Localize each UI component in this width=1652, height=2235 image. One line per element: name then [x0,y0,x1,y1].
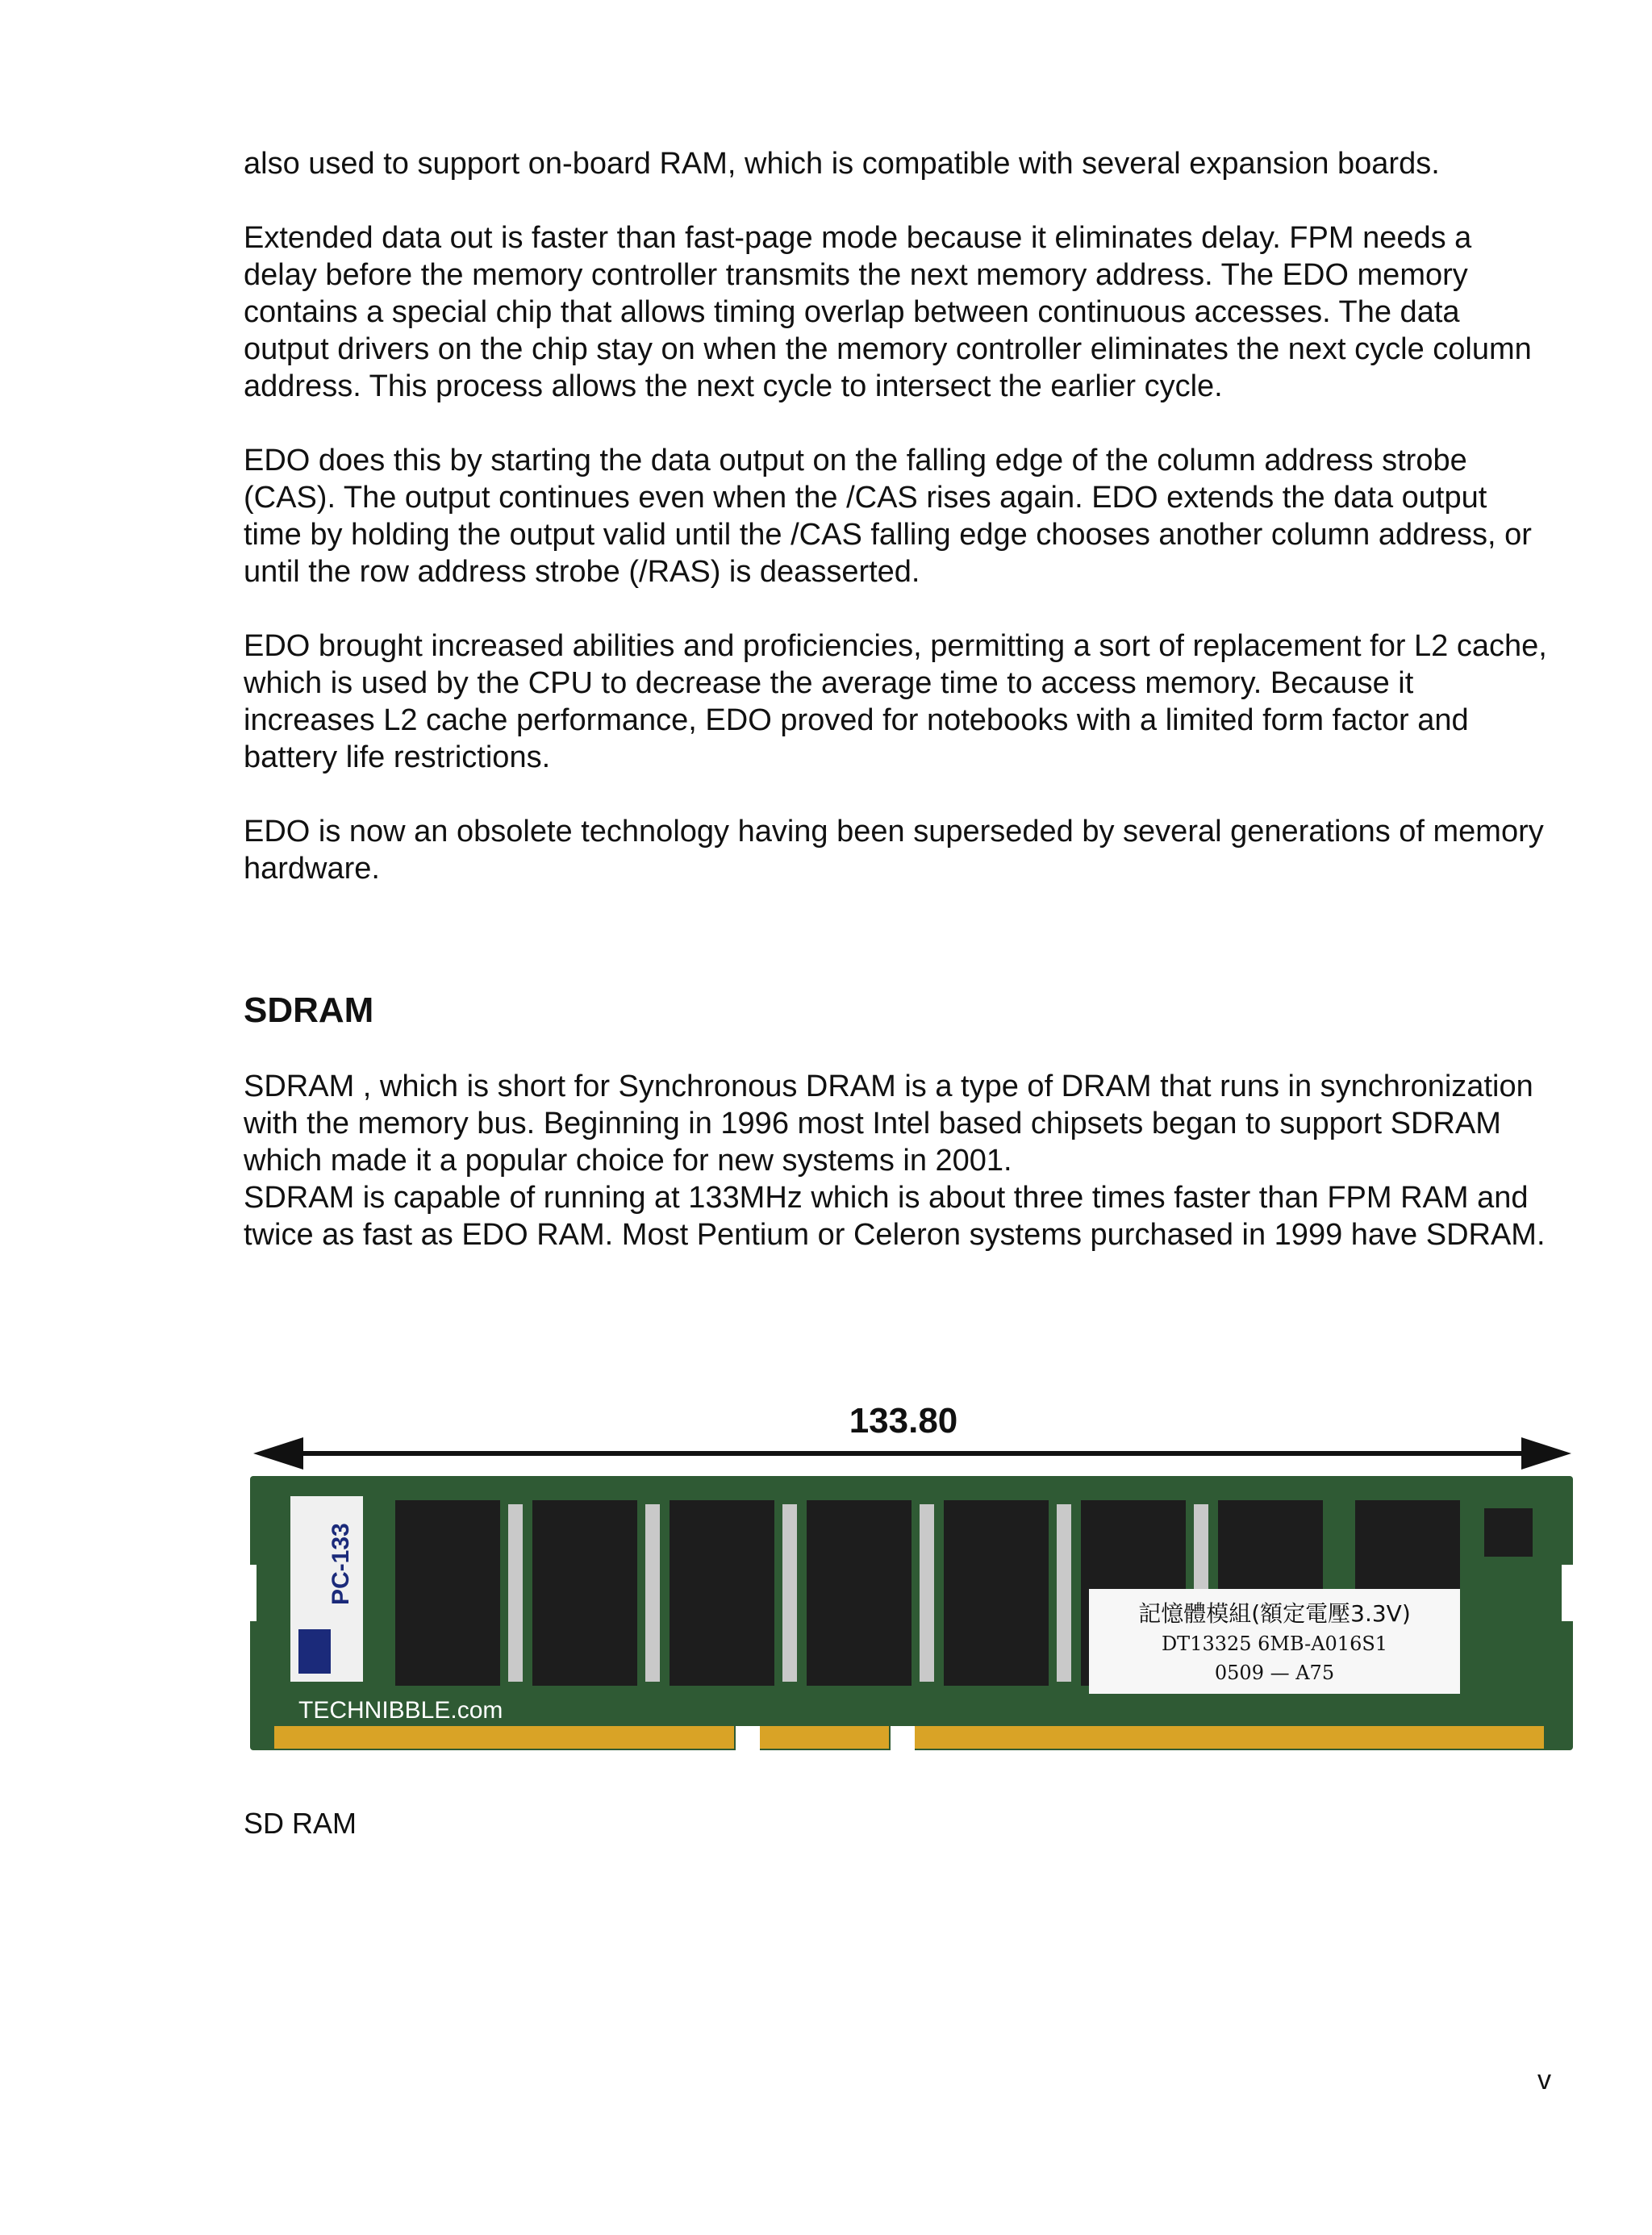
pc133-text: PC-133 [327,1523,354,1605]
paragraph-edo-cas: EDO does this by starting the data output on the falling edge of the column address strobe (CAS). The output continues even when the /CAS rises again. EDO extends the data output time by holding the output valid until the /CAS falling edge chooses another column address, or until the row address strobe (/RAS) is deasserted. [244,444,1532,589]
sticker-line-2: DT13325 6MB-A016S1 [1161,1632,1388,1655]
gold-contacts-left [274,1726,734,1749]
section-heading-sdram: SDRAM [244,990,374,1030]
gold-contacts-right [915,1726,1544,1749]
sticker-line-1: 記憶體模組(額定電壓3.3V) [1138,1600,1411,1627]
body-text-top [244,145,1550,887]
paragraph-sdram-speed: SDRAM is capable of running at 133MHz which is about three times faster than FPM RAM and twice as fast as EDO RAM. Most Pentium or Celeron systems purchased in 1999 have SDRAM. [244,1181,1546,1252]
sdram-module-illustration [242,1387,1581,1774]
paragraph-sdram-intro: SDRAM , which is short for Synchronous DRAM is a type of DRAM that runs in synchronization with the memory bus. Beginning in 1996 most Intel based chipsets began to support SDRAM which made it a popular choice for new systems in 2001. [244,1070,1533,1178]
paragraph-edo-speed: Extended data out is faster than fast-page mode because it eliminates delay. FPM needs a delay before the memory controller transmits the next memory address. The EDO memory contains a special chip that allows timing overlap between continuous accesses. The data output drivers on the chip stay on when the memory controller eliminates the next cycle column address. This process allows the next cycle to intersect the earlier cycle. [244,221,1532,403]
paragraph-intro: also used to support on-board RAM, which is compatible with several expansion boards. [244,147,1440,181]
body-text-sdram [244,1068,1550,1253]
paragraph-edo-obsolete: EDO is now an obsolete technology having been superseded by several generations of memory hardware. [244,815,1544,886]
dimension-label: 133.80 [849,1401,958,1441]
dimension-arrow [253,1437,1571,1470]
paragraph-edo-cache: EDO brought increased abilities and proficiencies, permitting a sort of replacement for L2 cache, which is used by the CPU to decrease the average time to access memory. Because it increases L2 cache performance, EDO proved for notebooks with a limited form factor and battery life restrictions. [244,629,1547,774]
figure-caption: SD RAM [244,1807,357,1840]
watermark-text: TECHNIBBLE.com [298,1697,503,1724]
page-number: v [1537,2065,1551,2095]
gold-contacts-middle [760,1726,889,1749]
sticker-line-3: 0509 — A75 [1214,1662,1335,1684]
sdram-module-figure [242,1387,1581,1774]
